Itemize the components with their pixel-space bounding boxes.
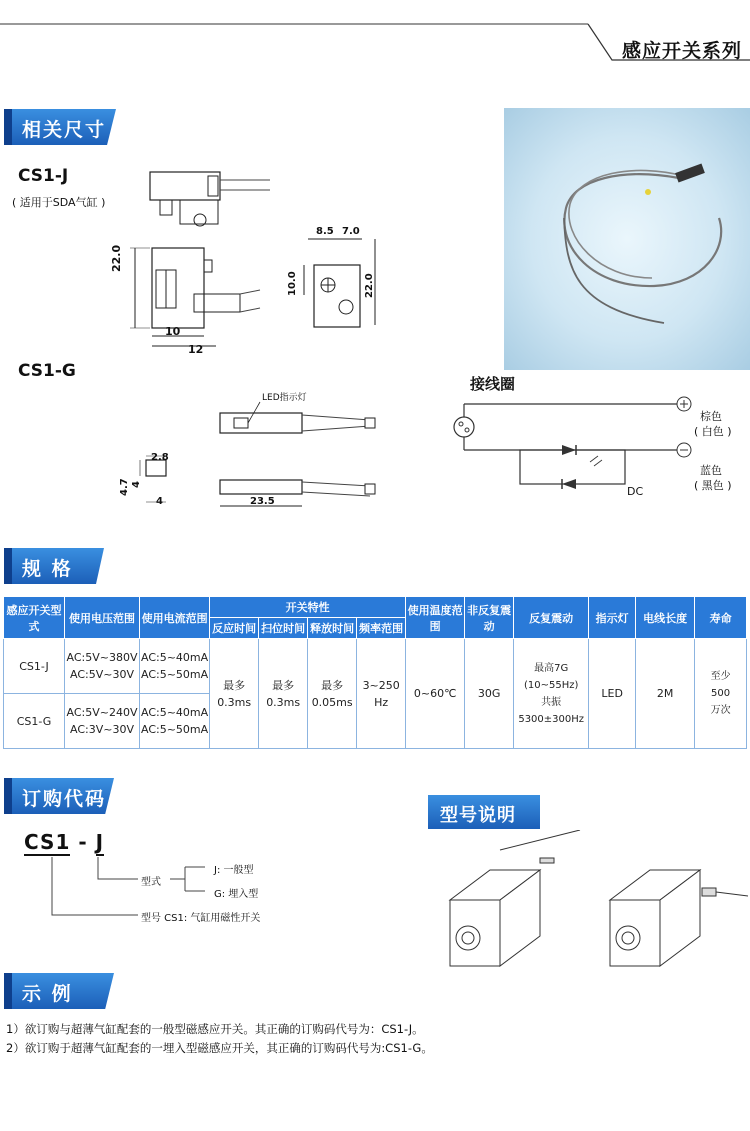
cable-photo-illustration xyxy=(504,108,750,370)
wiring-brown: 棕色 xyxy=(700,410,722,423)
dim-cs1g-4a: 4 xyxy=(131,481,142,488)
th-bounce: 扫位时间 xyxy=(259,618,308,639)
cs1j-title: CS1-J xyxy=(18,166,69,186)
r1-model: CS1-J xyxy=(4,639,65,694)
wiring-white: ( 白色 ) xyxy=(694,425,732,438)
r1-c1: AC:5~40mA xyxy=(141,651,209,664)
cylinder-illustrations xyxy=(430,830,750,980)
order-model-label: 型号 CS1: 气缸用磁性开关 xyxy=(141,913,261,924)
cell-rep: 最高7G (10~55Hz) 共振 5300±300Hz xyxy=(514,639,589,749)
cell-temp: 0~60℃ xyxy=(406,639,465,749)
order-type-label: 型式 xyxy=(141,877,161,888)
cell-resp: 最多 0.3ms xyxy=(210,639,259,749)
order-code-dash: - xyxy=(78,830,88,854)
order-code-cs1: CS1 xyxy=(24,830,71,854)
wiring-black: ( 黑色 ) xyxy=(694,479,732,492)
order-g-option: G: 埋入型 xyxy=(214,889,259,900)
section-banner-dimensions xyxy=(4,109,116,145)
order-code-main xyxy=(24,830,104,854)
th-release: 释放时间 xyxy=(308,618,357,639)
cs1g-title: CS1-G xyxy=(18,361,76,381)
section-title-example: 示 例 xyxy=(22,983,73,1005)
cell-led: LED xyxy=(589,639,636,749)
dim-cs1g-47: 4.7 xyxy=(119,478,130,496)
r2-current xyxy=(140,694,210,749)
section-title-order: 订购代码 xyxy=(22,788,107,810)
th-model: 感应开关型式 xyxy=(4,597,65,639)
model-desc-title: 型号说明 xyxy=(440,805,516,826)
r2-v1: AC:5V~240V xyxy=(66,706,138,719)
r2-voltage xyxy=(65,694,140,749)
cell-release: 最多 0.05ms xyxy=(308,639,357,749)
order-code-suffix: J xyxy=(95,830,105,854)
th-voltage: 使用电压范围 xyxy=(65,597,140,639)
dim-cs1j-70: 7.0 xyxy=(342,226,360,237)
th-resp: 反应时间 xyxy=(210,618,259,639)
cell-cable: 2M xyxy=(636,639,695,749)
spec-table xyxy=(3,596,747,749)
dim-cs1j-220b: 22.0 xyxy=(364,273,375,298)
cs1g-led-label: LED指示灯 xyxy=(262,393,307,403)
cs1j-side-drawing xyxy=(290,225,390,335)
section-banner-example xyxy=(4,973,114,1009)
model-desc-banner xyxy=(428,795,540,829)
cell-bounce: 最多 0.3ms xyxy=(259,639,308,749)
r1-current xyxy=(140,639,210,694)
dim-cs1g-28: 2.8 xyxy=(151,452,169,463)
order-j-option: J: 一般型 xyxy=(214,865,254,876)
th-temp: 使用温度范围 xyxy=(406,597,465,639)
th-led: 指示灯 xyxy=(589,597,636,639)
section-banner-order xyxy=(4,778,114,814)
section-banner-specs xyxy=(4,548,104,584)
th-cable: 电线长度 xyxy=(636,597,695,639)
th-freq: 频率范围 xyxy=(357,618,406,639)
cell-freq: 3~250 Hz xyxy=(357,639,406,749)
wiring-blue: 蓝色 xyxy=(700,464,722,477)
dim-cs1j-10: 10 xyxy=(165,325,181,338)
th-life: 寿命 xyxy=(695,597,747,639)
dim-cs1j-85: 8.5 xyxy=(316,226,334,237)
th-rep: 反复震动 xyxy=(514,597,589,639)
th-current: 使用电流范围 xyxy=(140,597,210,639)
th-switch: 开关特性 xyxy=(210,597,406,618)
example-line-2: 2）欲订购于超薄气缸配套的一埋入型磁感应开关，其正确的订购码代号为:CS1-G。 xyxy=(6,1041,433,1055)
product-photo xyxy=(504,108,750,370)
cs1j-note: ( 适用于SDA气缸 ) xyxy=(12,196,106,209)
dim-cs1j-height: 22.0 xyxy=(110,244,123,272)
r2-v2: AC:3V~30V xyxy=(70,723,134,736)
r1-v1: AC:5V~380V xyxy=(66,651,138,664)
wiring-dc: DC xyxy=(627,485,644,498)
th-nonrep: 非反复震动 xyxy=(465,597,514,639)
cell-life: 至少 500 万次 xyxy=(695,639,747,749)
wiring-title: 接线圈 xyxy=(470,375,516,393)
dim-cs1g-4b: 4 xyxy=(156,496,163,507)
r1-c2: AC:5~50mA xyxy=(141,668,209,681)
section-title-specs: 规 格 xyxy=(22,558,73,580)
page-title: 感应开关系列 xyxy=(622,40,743,62)
dim-cs1j-12: 12 xyxy=(188,343,204,356)
dim-cs1j-100: 10.0 xyxy=(287,271,298,296)
example-line-1: 1）欲订购与超薄气缸配套的一般型磁感应开关。其正确的订购码代号为：CS1-J。 xyxy=(6,1022,424,1036)
r2-c1: AC:5~40mA xyxy=(141,706,209,719)
r1-voltage xyxy=(65,639,140,694)
section-title-dimensions: 相关尺寸 xyxy=(22,119,107,141)
dim-cs1g-235: 23.5 xyxy=(250,496,275,507)
r1-v2: AC:5V~30V xyxy=(70,668,134,681)
r2-c2: AC:5~50mA xyxy=(141,723,209,736)
r2-model: CS1-G xyxy=(4,694,65,749)
cell-nonrep: 30G xyxy=(465,639,514,749)
